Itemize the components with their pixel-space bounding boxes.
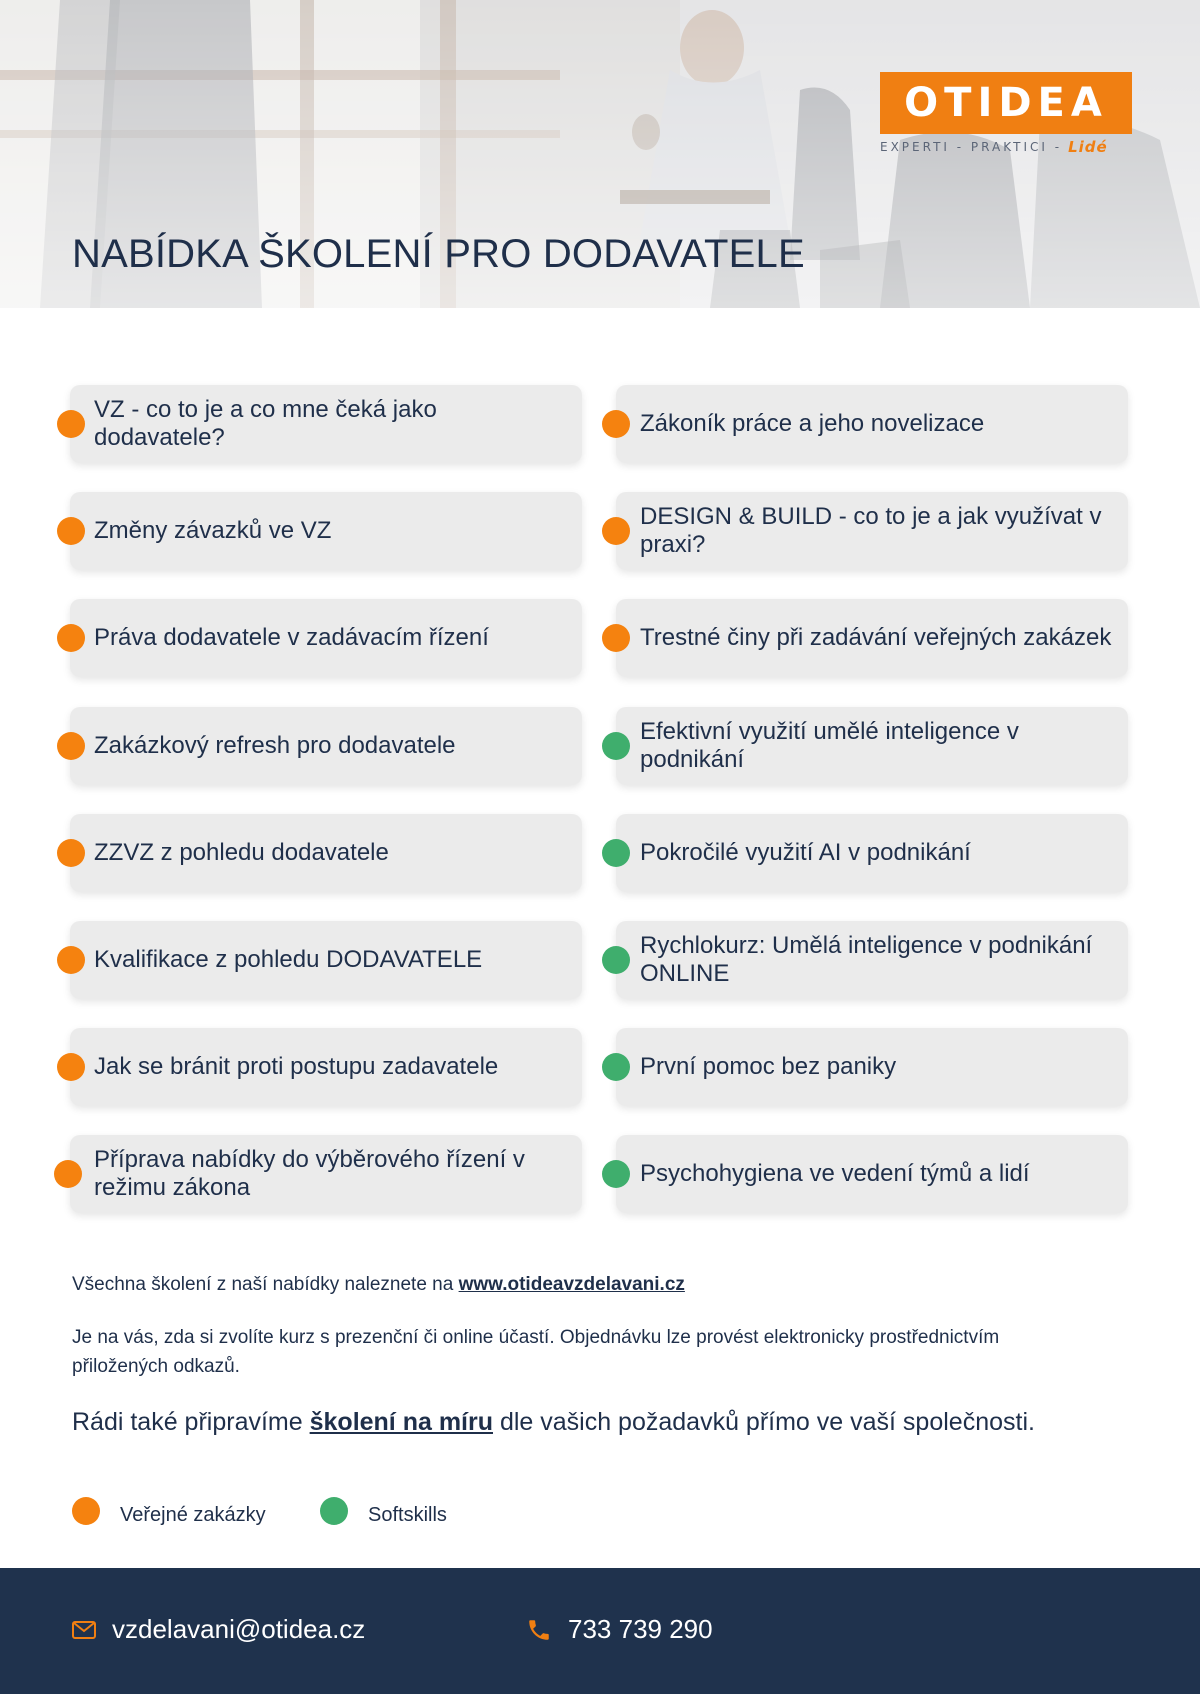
- category-dot-public-procurement: [602, 517, 630, 545]
- course-card[interactable]: [70, 599, 582, 677]
- course-title: Kvalifikace z pohledu DODAVATELE: [94, 946, 483, 973]
- course-card[interactable]: [70, 814, 582, 892]
- category-dot-public-procurement: [54, 1160, 82, 1188]
- info-custom-suffix: dle vašich požadavků přímo ve vaší společnosti.: [493, 1408, 1035, 1436]
- website-link[interactable]: www.otideavzdelavani.cz: [458, 1274, 685, 1295]
- category-dot-public-procurement: [57, 732, 85, 760]
- course-card[interactable]: [616, 814, 1128, 892]
- course-title: Pokročilé využití AI v podnikání: [640, 839, 971, 866]
- course-card[interactable]: [616, 1135, 1128, 1213]
- custom-training-link[interactable]: školení na míru: [309, 1408, 493, 1436]
- course-title: Práva dodavatele v zadávacím řízení: [94, 624, 489, 651]
- course-title: Zákoník práce a jeho novelizace: [640, 410, 985, 437]
- course-title: ZZVZ z pohledu dodavatele: [94, 839, 389, 866]
- category-dot-public-procurement: [602, 410, 630, 438]
- footer-email[interactable]: [72, 1614, 365, 1645]
- category-dot-softskills: [602, 839, 630, 867]
- course-title: Trestné činy při zadávání veřejných zakázek: [640, 624, 1112, 651]
- course-card[interactable]: [70, 707, 582, 785]
- envelope-icon: [72, 1621, 96, 1639]
- course-title: První pomoc bez paniky: [640, 1053, 897, 1080]
- course-card[interactable]: [70, 385, 582, 463]
- footer: [0, 1568, 1200, 1694]
- category-dot-public-procurement: [602, 624, 630, 652]
- phone-icon: [526, 1617, 552, 1643]
- phone-number: 733 739 290: [568, 1614, 713, 1644]
- logo-tagline-text: EXPERTI - PRAKTICI -: [880, 140, 1063, 154]
- course-card[interactable]: [616, 921, 1128, 999]
- category-dot-public-procurement: [57, 946, 85, 974]
- category-dot-public-procurement: [57, 839, 85, 867]
- logo-tagline-accent: Lidé: [1068, 138, 1108, 156]
- course-card[interactable]: [70, 921, 582, 999]
- course-title: VZ - co to je a co mne čeká jako dodavatele?: [94, 396, 437, 451]
- course-card[interactable]: [616, 492, 1128, 570]
- course-title: Efektivní využití umělé inteligence v podnikání: [640, 718, 1019, 773]
- legend-label: Softskills: [368, 1503, 447, 1526]
- category-dot-softskills: [602, 1053, 630, 1081]
- footer-phone[interactable]: [526, 1614, 713, 1645]
- info-website-line: [72, 1274, 685, 1296]
- course-card[interactable]: [70, 492, 582, 570]
- info-order-text: Je na vás, zda si zvolíte kurz s prezenční či online účastí. Objednávku lze provést elektronicky prostřednictvím přiložených odkazů.: [72, 1327, 1000, 1377]
- info-custom-training-line: [72, 1408, 1035, 1437]
- info-website-prefix: Všechna školení z naší nabídky naleznete na: [72, 1274, 459, 1295]
- course-title: DESIGN & BUILD - co to je a jak využívat v praxi?: [640, 503, 1102, 558]
- legend-softskills: [320, 1496, 447, 1526]
- course-card[interactable]: [70, 1028, 582, 1106]
- category-dot-public-procurement: [57, 624, 85, 652]
- category-dot-public-procurement: [57, 410, 85, 438]
- course-title: Rychlokurz: Umělá inteligence v podnikání ONLINE: [640, 932, 1093, 987]
- category-dot-public-procurement: [57, 1053, 85, 1081]
- legend-label: Veřejné zakázky: [120, 1503, 266, 1526]
- legend-public-procurement: [72, 1496, 266, 1526]
- course-card[interactable]: [616, 1028, 1128, 1106]
- category-dot-softskills: [602, 732, 630, 760]
- email-address: vzdelavani@otidea.cz: [112, 1614, 366, 1644]
- category-dot-softskills: [602, 946, 630, 974]
- otidea-logo: [880, 72, 1132, 158]
- logo-wordmark: OTIDEA: [880, 72, 1132, 134]
- course-title: Jak se bránit proti postupu zadavatele: [94, 1053, 499, 1080]
- legend-dot-green: [320, 1497, 348, 1525]
- legend-dot-orange: [72, 1497, 100, 1525]
- course-title: Psychohygiena ve vedení týmů a lidí: [640, 1160, 1030, 1187]
- hero-header: [0, 0, 1200, 308]
- info-custom-prefix: Rádi také připravíme: [72, 1408, 310, 1436]
- course-card[interactable]: [616, 707, 1128, 785]
- logo-tagline: [880, 136, 1132, 158]
- course-card[interactable]: [616, 599, 1128, 677]
- category-dot-softskills: [602, 1160, 630, 1188]
- course-card[interactable]: [616, 385, 1128, 463]
- course-title: Změny závazků ve VZ: [94, 517, 332, 544]
- category-dot-public-procurement: [57, 517, 85, 545]
- course-title: Příprava nabídky do výběrového řízení v režimu zákona: [94, 1146, 525, 1201]
- course-title: Zakázkový refresh pro dodavatele: [94, 732, 456, 759]
- course-card[interactable]: [70, 1135, 582, 1213]
- page-title: NABÍDKA ŠKOLENÍ PRO DODAVATELE: [72, 232, 805, 276]
